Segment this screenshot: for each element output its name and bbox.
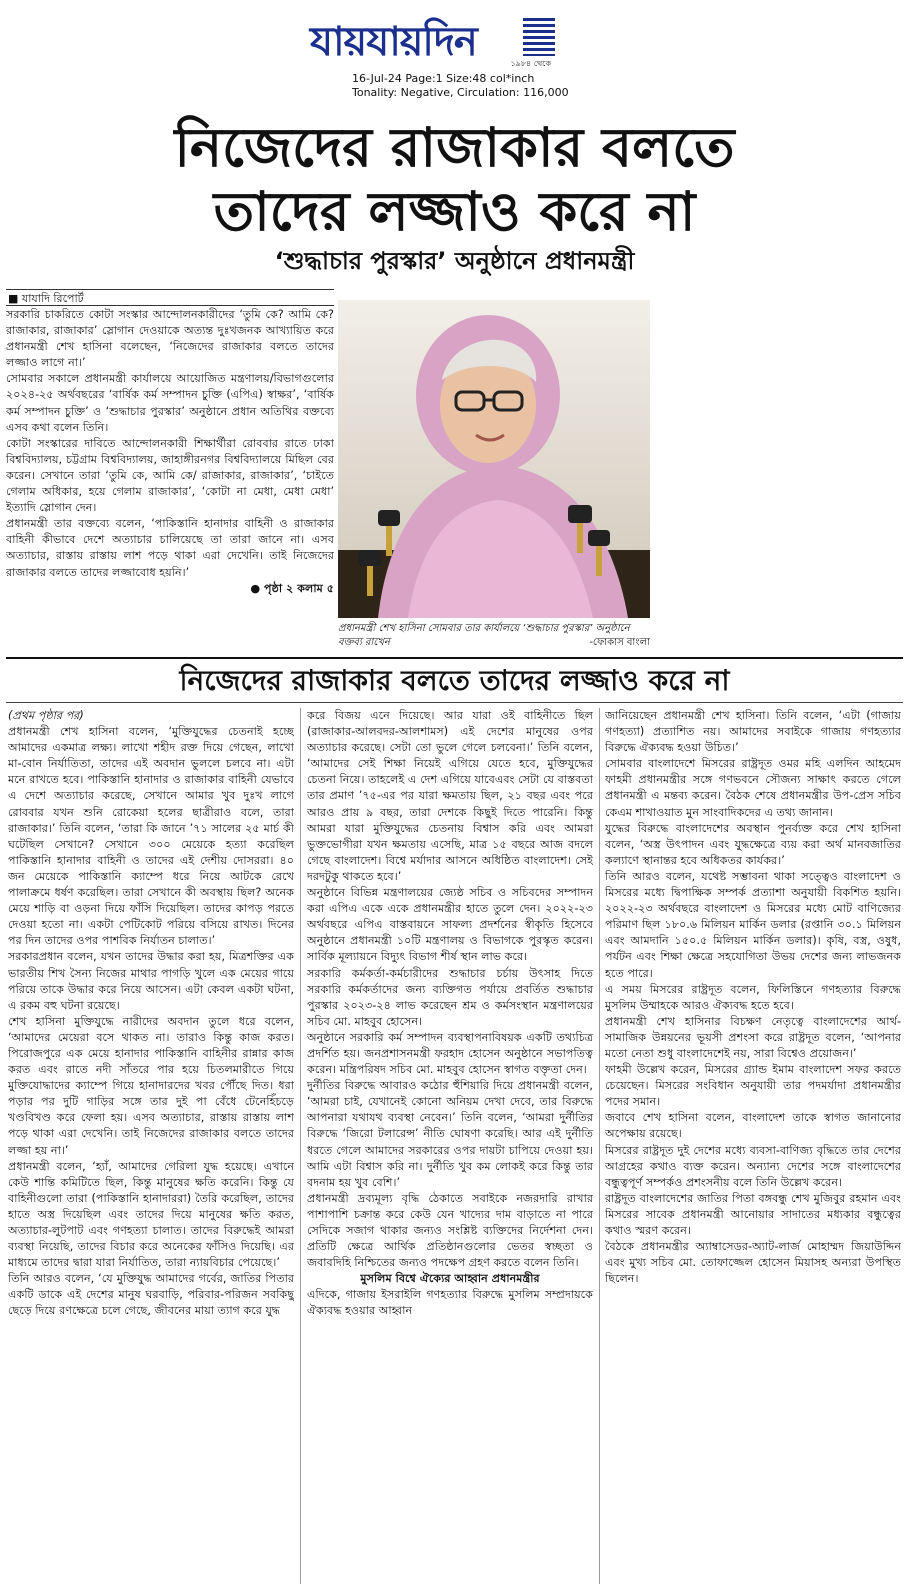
- headline-line-2: তাদের লজ্জাও করে না: [213, 180, 696, 243]
- column-paragraph: তিনি আরও বলেন, ‘যে মুক্তিযুদ্ধ আমাদের গর্বের, জাতির পিতার একটি ডাকে এই দেশের মানুষ ঘরবাড়ি, পরিবার-পরিজন সবকিছু ছেড়ে দিয়ে রণক্ষেত্রে চলে গেছে, জীবনের মায়া ত্যাগ করে যুদ্ধ: [8, 1272, 294, 1318]
- continuation-column-3: [605, 708, 901, 1586]
- column-paragraph: দুর্নীতির বিরুদ্ধে আবারও কঠোর হুঁশিয়ারি দিয়ে প্রধানমন্ত্রী বলেন, ‘আমরা চাই, যেখানেই কোনো অনিয়ম দেখা দেবে, তার বিরুদ্ধে আপনারা যথাযথ ব্যবস্থা নেবেন।’ তিনি বলেন, ‘আমরা দুর্নীতির বিরুদ্ধে ‘জিরো টলারেন্স’ নীতি ঘোষণা করেছি। আর এই দুর্নীতি ধরতে গেলে আমাদের সরকারের ওপর দায়টা চাপিয়ে দেওয়া হয়। আমি এটা বিশ্বাস করি না। দুর্নীতি খুব কম লোকই করে কিন্তু তার বদনাম হয় খুব বেশি।’: [307, 1079, 593, 1189]
- column-rule: [599, 708, 600, 1584]
- subheadline: ‘শুদ্ধাচার পুরস্কার’ অনুষ্ঠানে প্রধানমন্ত্রী: [274, 247, 635, 275]
- column-paragraph: শেখ হাসিনা মুক্তিযুদ্ধে নারীদের অবদান তুলে ধরে বলেন, ‘আমাদের মেয়েরা বসে থাকত না। তারাও কিন্তু কাজ করত। পিরোজপুরে এক মেয়ে হানাদার পাকিস্তানি বাহিনীর রান্নার কাজ করত এবং রাতে নদী সাঁতরে পার হয়ে চিতলমারীতে গিয়ে মুক্তিযোদ্ধাদের ক্যাম্পে গিয়ে হানাদারদের খবর পৌঁছে দিত। ধরা পড়ার পর দুটি গাড়ির সঙ্গে তার দুই পা বেঁধে টেনেহিঁচড়ে খণ্ডবিখণ্ড করে ফেলা হয়। এসব অত্যাচার, রাস্তায় রাস্তায় লাশ পড়ে থাকা এরা দেখেনি। তাই নিজেদের রাজাকার বলতে তাদের লজ্জা হয় না।’: [8, 1014, 294, 1157]
- column-paragraph: প্রধানমন্ত্রী বলেন, ‘হ্যাঁ, আমাদের গেরিলা যুদ্ধ হয়েছে। এখানে কেউ শান্তি কমিটিতে ছিল, কিন্তু মানুষের ক্ষতি করেনি। কিন্তু যে বাহিনীগুলো তারা (পাকিস্তানি হানাদাররা) তৈরি করেছিল, তাদের হাতে অস্ত্র দিয়েছিল এবং তাদের দিয়ে মানুষের ক্ষতি করত, অত্যাচার-লুটপাট এবং গণহত্যা চালাত। তাদের বিরুদ্ধেই আমরা ব্যবস্থা নিয়েছি, তাদের বিচার করে অনেকের ফাঁসিও দিয়েছি। এর মাধ্যমে তাদের দ্বারা যারা নির্যাতিত, তারা ন্যায়বিচার পেয়েছে।’: [8, 1159, 294, 1270]
- section-divider: [6, 657, 903, 659]
- newspaper-logo: [300, 8, 555, 70]
- meta-line-2: Tonality: Negative, Circulation: 116,000: [352, 86, 569, 99]
- column-paragraph: সোমবার বাংলাদেশে মিসরের রাষ্ট্রদূত ওমর মহি এলদিন আহমেদ ফাহমী প্রধানমন্ত্রীর সঙ্গে গণভবনে সৌজন্য সাক্ষাৎ করতে গেলে প্রধানমন্ত্রী এ মন্তব্য করেন। বৈঠক শেষে প্রধানমন্ত্রীর উপ-প্রেস সচিব কেএম শাখাওয়াত মুন সাংবাদিকদের এ তথ্য জানান।: [605, 757, 901, 819]
- column-paragraph: সরকারপ্রধান বলেন, যখন তাদের উদ্ধার করা হয়, মিত্রশক্তির এক ভারতীয় শিখ সৈন্য নিজের মাথার পাগড়ি খুলে এক মেয়ের গায়ে পরিয়ে তাকে উদ্ধার করে নিয়ে আসেন। এটা কেবল একটা ঘটনা, এ রকম বহু ঘটনা রয়েছে।: [8, 950, 294, 1012]
- headline-line-1: নিজেদের রাজাকার বলতে: [174, 116, 735, 179]
- column-paragraph: সরকারি কর্মকর্তা-কর্মচারীদের শুদ্ধাচার চর্চায় উৎসাহ দিতে সরকারি কর্মকর্তাদের জন্য ব্যক্তিগত পর্যায়ে প্রবর্তিত শুদ্ধাচার পুরস্কার ২০২৩-২৪ লাভ করেছেন শ্রম ও কর্মসংস্থান মন্ত্রণালয়ের সচিব মো. মাহবুব হোসেন।: [307, 966, 593, 1028]
- continuation-title: নিজেদের রাজাকার বলতে তাদের লজ্জাও করে না: [179, 664, 730, 697]
- lead-paragraph: সরকারি চাকরিতে কোটা সংস্কার আন্দোলনকারীদের ‘তুমি কে? আমি কে? রাজাকার, রাজাকার’ স্লোগান দেওয়াকে অত্যন্ত দুঃখজনক আখ্যায়িত করে প্রধানমন্ত্রী শেখ হাসিনা বলেছেন, ‘নিজেদের রাজাকার বলতে তাদের লজ্জাও লাগে না।’: [6, 308, 334, 370]
- lead-paragraph: প্রধানমন্ত্রী তার বক্তব্যে বলেন, ‘পাকিস্তানি হানাদার বাহিনী ও রাজাকার বাহিনী কীভাবে দেশে অত্যাচার চালিয়েছে তা তারা জানে না। এসব অত্যাচার, রাস্তায় রাস্তায় লাশ পড়ে থাকা এরা দেখেনি। তাই নিজেদের রাজাকার বলতে তাদের লজ্জাবোধ হয়নি।’: [6, 517, 334, 579]
- column-paragraph: প্রধানমন্ত্রী শেখ হাসিনা বলেন, ‘মুক্তিযুদ্ধের চেতনাই হচ্ছে আমাদের একমাত্র লক্ষ্য। লাখো শহীদ রক্ত দিয়ে গেছেন, লাখো মা-বোন নির্যাতিতা, তাদের এই অবদান ভুললে চলবে না। এটা মনে রাখতে হবে। পাকিস্তানি হানাদার ও রাজাকার বাহিনী যেভাবে এ দেশে অত্যাচার করেছে, সেখানে আমার খুব দুঃখ লাগে রোববার যখন শুনি রোকেয়া হলের ছাত্রীরাও বলে, তারা রাজাকার।’ তিনি বলেন, ‘তারা কি জানে ’৭১ সালের ২৫ মার্চ কী ঘটেছিল সেখানে? সেখানে ৩০০ মেয়েকে হত্যা করেছিল পাকিস্তানি হানাদার বাহিনী ও তাদের এই দেশীয় দোসররা। ৪০ জন মেয়েকে পাকিস্তানি ক্যাম্পে ধরে নিয়ে আটকে রেখে পালাক্রমে ধর্ষণ করেছিল। তারা সেখানে কী অবস্থায় ছিল? অনেক মেয়ে শাড়ি বা ওড়না দিয়ে ফাঁসি দিয়েছিল। তাদের কাপড় পরতে দেওয়া হতো না। একটা পেটিকোট পরিয়ে বসিয়ে রাখত। দিনের পর দিন তাদের ওপর পাশবিক নির্যাতন চালাত।’: [8, 725, 294, 948]
- column-rule: [300, 708, 301, 1584]
- jump-line: ● পৃষ্ঠা ২ কলাম ৫: [250, 581, 334, 595]
- byline: ■ যাযাদি রিপোর্ট: [8, 292, 84, 305]
- photo-credit: -ফোকাস বাংলা: [589, 637, 650, 648]
- column-paragraph: জবাবে শেখ হাসিনা বলেন, বাংলাদেশ তাকে স্বাগত জানানোর অপেক্ষায় রয়েছে।: [605, 1111, 901, 1141]
- column-paragraph: এ সময় মিসরের রাষ্ট্রদূত বলেন, ফিলিস্তিনে গণহত্যার বিরুদ্ধে মুসলিম উম্মাহকে আরও ঐক্যবদ্ধ হতে হবে।: [605, 982, 901, 1012]
- column-subhead: মুসলিম বিশ্বে ঐক্যের আহ্বান প্রধানমন্ত্রীর: [360, 1272, 540, 1286]
- photo-illustration: [338, 300, 650, 618]
- column-paragraph: করে বিজয় এনে দিয়েছে। আর যারা ওই বাহিনীতে ছিল (রাজাকার-আলবদর-আলশামস) এই দেশের মানুষের ওপর অত্যাচার করেছে। সেটা তো ভুলে গেলে চলবেনা।’ তিনি বলেন, ‘আমাদের সেই শিক্ষা নিয়েই এগিয়ে যেতে হবে, মুক্তিযুদ্ধের চেতনা নিয়ে। তাহলেই এ দেশ এগিয়ে যাবেএবং সেটা যে বাস্তবতা তার প্রমাণ ’৭৫-এর পর যারা ক্ষমতায় ছিল, ২১ বছর এবং পরে আরও প্রায় ৯ বছর, তারা দেশকে কিছুই দিতে পারেনি। কিন্তু আমরা যারা মুক্তিযুদ্ধের চেতনায় বিশ্বাস করি এবং আমরা ভুক্তভোগীরা যখন ক্ষমতায় এসেছি, মাত্র ১৫ বছরে আজ বদলে গেছে বাংলাদেশ। বিশ্বে মর্যাদার আসনে অধিষ্ঠিত বাংলাদেশ। সেই দরদটুকু থাকতে হবে।’: [307, 709, 593, 883]
- continuation-column-1: [8, 708, 294, 1586]
- logo-stripes: [523, 18, 555, 56]
- column-paragraph: বৈঠকে প্রধানমন্ত্রীর অ্যাম্বাসেডর-অ্যাট-লার্জ মোহাম্মদ জিয়াউদ্দিন এবং মুখ্য সচিব মো. তোফাজ্জেল হোসেন মিয়াসহ অন্যরা উপস্থিত ছিলেন।: [605, 1240, 901, 1286]
- clipping-meta: [352, 72, 569, 100]
- column-paragraph: জানিয়েছেন প্রধানমন্ত্রী শেখ হাসিনা। তিনি বলেন, ‘এটা (গাজায় গণহত্যা) প্রত্যাশিত নয়। আমাদের সবাইকে গাজায় গণহত্যার বিরুদ্ধে ঐক্যবদ্ধ হওয়া উচিত।’: [605, 709, 901, 755]
- lead-article: [6, 307, 334, 647]
- meta-line-1: 16-Jul-24 Page:1 Size:48 col*inch: [352, 72, 535, 85]
- lead-paragraph: কোটা সংস্কারের দাবিতে আন্দোলনকারী শিক্ষার্থীরা রোববার রাতে ঢাকা বিশ্ববিদ্যালয়, চট্টগ্রাম বিশ্ববিদ্যালয়, জাহাঙ্গীরনগর বিশ্ববিদ্যালয়ে মিছিল বের করেন। সেখানে তারা ‘তুমি কে, আমি কে/ রাজাকার, রাজাকার’, ‘চাইতে গেলাম অধিকার, হয়ে গেলাম রাজাকার’, ‘কোটা না মেধা, মেধা মেধা’ ইত্যাদি স্লোগান দেন।: [6, 436, 334, 515]
- news-photo: [338, 300, 650, 618]
- logo-text: যায়যায়দিন: [310, 19, 477, 65]
- column-paragraph: রাষ্ট্রদূত বাংলাদেশের জাতির পিতা বঙ্গবন্ধু শেখ মুজিবুর রহমান এবং মিসরের সাবেক প্রধানমন্ত্রী আনোয়ার সাদাতের মধ্যকার বন্ধুত্বের কথাও স্মরণ করেন।: [605, 1191, 901, 1237]
- photo-caption: [338, 622, 650, 650]
- column-paragraph: প্রধানমন্ত্রী শেখ হাসিনার বিচক্ষণ নেতৃত্বে বাংলাদেশের আর্থ-সামাজিক উন্নয়নের ভূয়সী প্রশংসা করে রাষ্ট্রদূত বলেন, ‘আপনার মতো নেতা শুধু বাংলাদেশেই নয়, সারা বিশ্বেও প্রয়োজন।’: [605, 1014, 901, 1060]
- column-paragraph: প্রধানমন্ত্রী দ্রব্যমূল্য বৃদ্ধি ঠেকাতে সবাইকে নজরদারি রাখার পাশাপাশি চক্রান্ত করে কেউ যেন খাদ্যের দাম বাড়াতে না পারে সেদিকে সজাগ থাকার জন্যও সংশ্লিষ্ট ব্যক্তিদের নির্দেশনা দেন। প্রতিটি ক্ষেত্রে আর্থিক প্রতিষ্ঠানগুলোর ভেতর স্বচ্ছতা ও জবাবদিহি নিশ্চিতের জন্যও পদক্ষেপ গ্রহণ করতে বলেন তিনি।: [307, 1191, 593, 1270]
- from-page-note: (প্রথম পৃষ্ঠার পর): [8, 709, 84, 722]
- byline-rule-bottom: [6, 305, 334, 306]
- continuation-column-2: [307, 708, 593, 1586]
- column-paragraph: অনুষ্ঠানে সরকারি কর্ম সম্পাদন ব্যবস্থাপনাবিষয়ক একটি তথ্যচিত্র প্রদর্শিত হয়। জনপ্রশাসনমন্ত্রী ফরহাদ হোসেন অনুষ্ঠানে সভাপতিত্ব করেন। মন্ত্রিপরিষদ সচিব মো. মাহবুব হোসেন স্বাগত বক্তৃতা দেন।: [307, 1030, 593, 1077]
- column-paragraph: মিসরের রাষ্ট্রদূত দুই দেশের মধ্যে ব্যবসা-বাণিজ্য বৃদ্ধিতে তার দেশের আগ্রহের কথাও ব্যক্ত করেন। অন্যান্য দেশের সঙ্গে বাংলাদেশের বন্ধুত্বপূর্ণ সম্পর্কও প্রশংসনীয় বলে তিনি উল্লেখ করেন।: [605, 1143, 901, 1189]
- caption-text: প্রধানমন্ত্রী শেখ হাসিনা সোমবার তার কার্যালয়ে ‘শুদ্ধাচার পুরস্কার’ অনুষ্ঠানে বক্তব্য রাখেন: [338, 623, 630, 648]
- lead-paragraph: সোমবার সকালে প্রধানমন্ত্রী কার্যালয়ে আয়োজিত মন্ত্রণালয়/বিভাগগুলোর ২০২৪-২৫ অর্থবছরের ‘বার্ষিক কর্ম সম্পাদন চুক্তি (এপিএ) স্বাক্ষর’, ‘বার্ষিক কর্ম সম্পাদন চুক্তি’ ও ‘শুদ্ধাচার পুরস্কার’ অনুষ্ঠানে প্রধান অতিথির বক্তব্যে এসব কথা বলেন তিনি।: [6, 372, 334, 434]
- column-paragraph: ফাহমী উল্লেখ করেন, মিসরের গ্র্যান্ড ইমাম বাংলাদেশ সফর করতে চেয়েছেন। মিসরের সংবিধান অনুযায়ী তার পদমর্যাদা প্রধানমন্ত্রীর পদের সমান।: [605, 1063, 901, 1109]
- column-paragraph: অনুষ্ঠানে বিভিন্ন মন্ত্রণালয়ের জ্যেষ্ঠ সচিব ও সচিবদের সম্পাদন করা এপিএ একে একে প্রধানমন্ত্রীর হাতে তুলে দেন। ২০২২-২৩ অর্থবছরে এপিএ বাস্তবায়নে সাফল্য প্রদর্শনের স্বীকৃতি হিসেবে অনুষ্ঠানে প্রধানমন্ত্রী ১০টি মন্ত্রণালয় ও বিভাগকে পুরস্কৃত করেন। সার্বিক মূল্যায়নে বিদ্যুৎ বিভাগ শীর্ষ স্থান লাভ করে।: [307, 886, 593, 964]
- column-paragraph: তিনি আরও বলেন, যথেষ্ট সম্ভাবনা থাকা সত্ত্বেও বাংলাদেশ ও মিসরের মধ্যে দ্বিপাক্ষিক সম্পর্ক প্রত্যাশা অনুযায়ী বিকশিত হয়নি। ২০২২-২৩ অর্থবছরে বাংলাদেশ ও মিসরের মধ্যে মোট বাণিজ্যের পরিমাণ ছিল ১৮০.৬ মিলিয়ন মার্কিন ডলার (রপ্তানি ৩০.১ মিলিয়ন এবং আমদানি ১৫০.৫ মিলিয়ন মার্কিন ডলার)। কৃষি, বস্ত্র, ওষুধ, পর্যটন এবং শিক্ষা ক্ষেত্রে সহযোগিতা উভয় দেশের জন্য লাভজনক হতে পারে।: [605, 869, 901, 980]
- continuation-rule: [6, 702, 903, 703]
- column-paragraph: এদিকে, গাজায় ইসরাইলি গণহত্যার বিরুদ্ধে মুসলিম সম্প্রদায়কে ঐক্যবদ্ধ হওয়ার আহ্বান: [307, 1288, 593, 1318]
- logo-year: ১৯৮৪ থেকে: [510, 59, 551, 68]
- column-paragraph: যুদ্ধের বিরুদ্ধে বাংলাদেশের অবস্থান পুনর্ব্যক্ত করে শেখ হাসিনা বলেন, ‘অস্ত্র উৎপাদন এবং যুদ্ধক্ষেত্রে ব্যয় করা অর্থ মানবজাতির কল্যাণে স্থানান্তর হবে অধিকতর কার্যকর।’: [605, 821, 901, 867]
